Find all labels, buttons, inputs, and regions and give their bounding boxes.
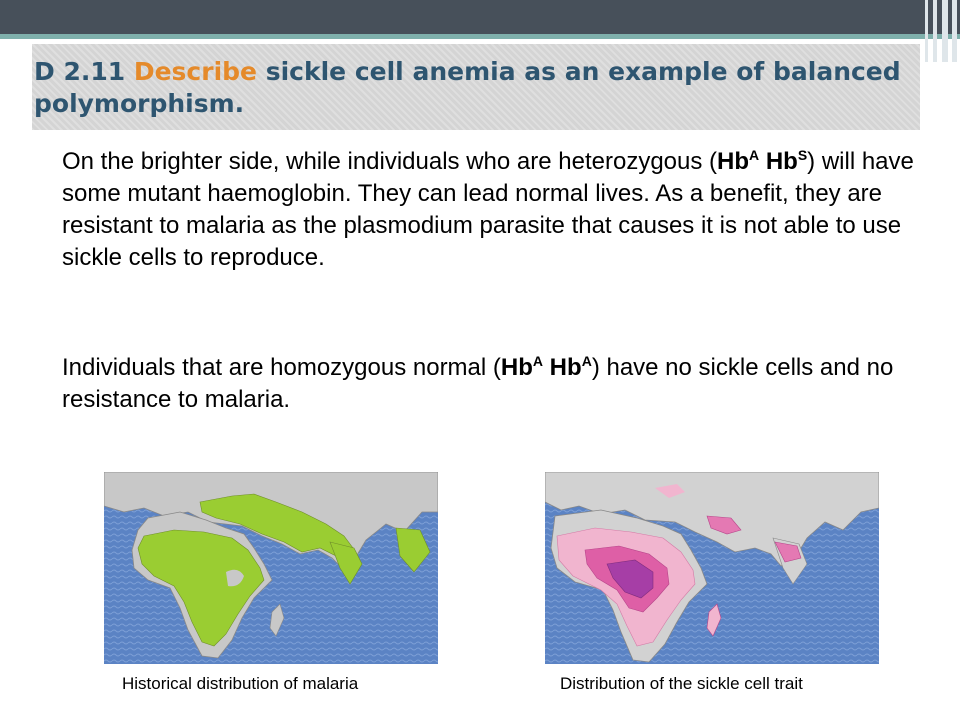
corner-stripe: [933, 0, 937, 62]
paragraph-homozygous: [62, 352, 947, 416]
title-highlight: Describe: [133, 57, 258, 86]
allele-superscript: A: [749, 147, 760, 163]
sickle-map-caption: Distribution of the sickle cell trait: [560, 674, 803, 693]
paragraph-text: ) have no sickle cells and no resistance to malaria.: [62, 354, 894, 413]
paragraph-text: Individuals that are homozygous normal (: [62, 354, 501, 381]
hb-label: Hb: [717, 148, 750, 175]
allele-label: [501, 354, 592, 381]
allele-superscript: A: [581, 353, 592, 369]
corner-stripe: [942, 0, 948, 62]
sickle-cell-distribution-map: [545, 472, 879, 664]
header-bar: [0, 0, 960, 34]
allele-superscript: A: [532, 353, 544, 369]
corner-stripe: [952, 0, 957, 62]
paragraph-text: On the brighter side, while individuals who are heterozygous (: [62, 148, 718, 175]
corner-stripe: [925, 0, 928, 62]
hb-label: Hb: [500, 354, 533, 381]
header-accent-line: [0, 34, 960, 39]
hb-label: Hb: [759, 148, 798, 175]
allele-label: [717, 148, 807, 175]
paragraph-heterozygous: [62, 146, 947, 274]
paragraph-text: ) will have some mutant haemoglobin. They can lead normal lives. As a benefit, they are resistant to malaria as the plasmodium parasite that causes it is not able to use sickle cells to reproduce.: [62, 148, 914, 271]
slide-title: [34, 56, 914, 120]
malaria-map-caption: Historical distribution of malaria: [122, 674, 359, 693]
hb-label: Hb: [543, 354, 582, 381]
title-prefix: D 2.11: [34, 57, 134, 86]
allele-superscript: S: [797, 147, 808, 163]
malaria-distribution-map: [104, 472, 438, 664]
title-rest: sickle cell anemia as an example of balanced polymorphism.: [34, 57, 901, 118]
